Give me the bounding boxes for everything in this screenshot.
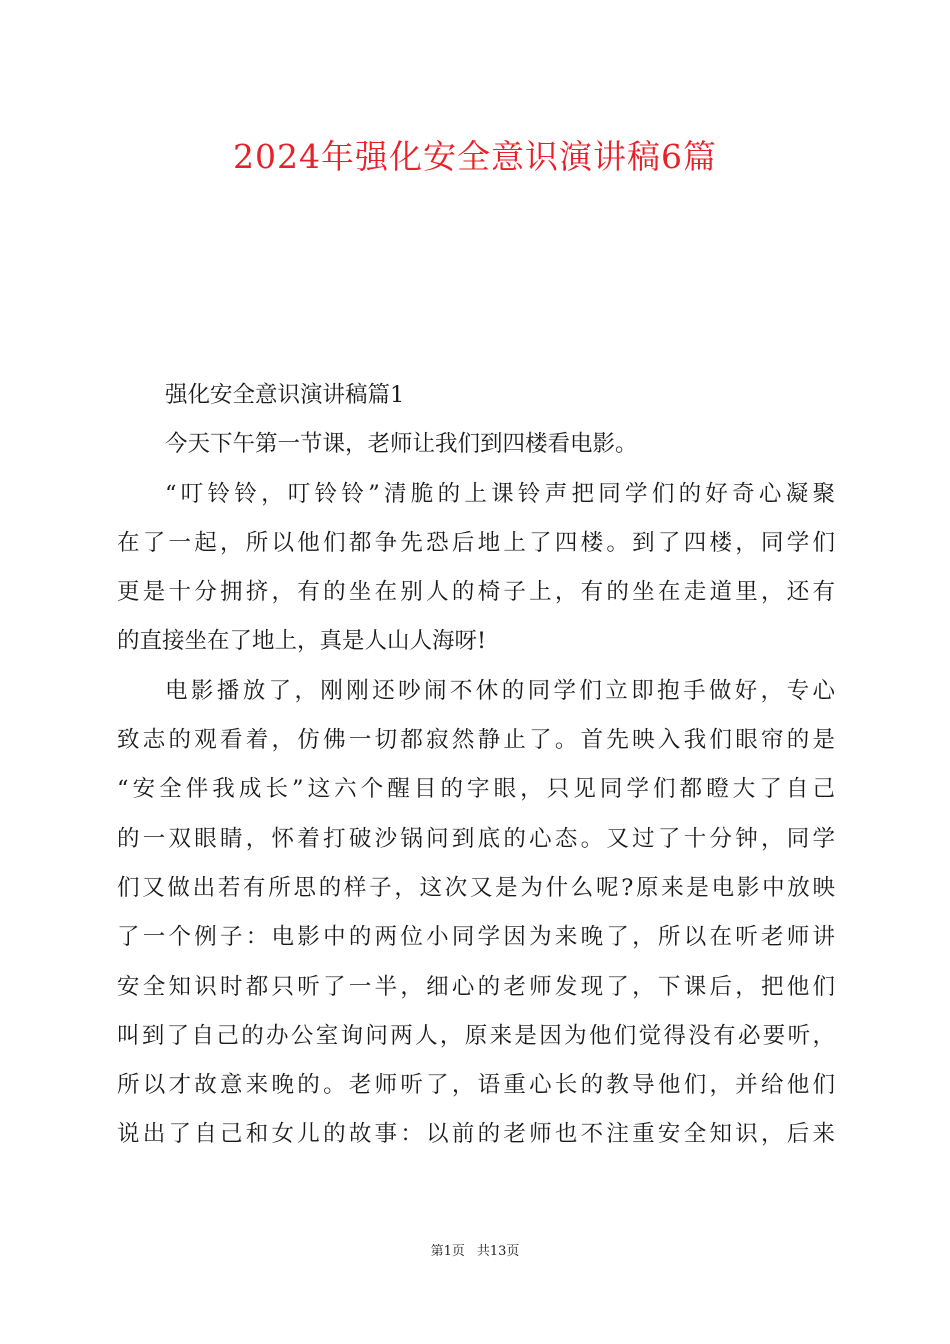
page-total: 共13页 xyxy=(476,1244,520,1259)
paragraph-line: 在了一起，所以他们都争先恐后地上了四楼。到了四楼，同学们 xyxy=(117,529,835,556)
paragraph-line: 们又做出若有所思的样子，这次又是为什么呢?原来是电影中放映 xyxy=(117,874,835,901)
page-footer xyxy=(0,1242,950,1262)
paragraph-line: “叮铃铃，叮铃铃”清脆的上课铃声把同学们的好奇心凝聚 xyxy=(165,480,835,507)
page-number: 第1页 xyxy=(430,1244,465,1259)
paragraph-line: “安全伴我成长”这六个醒目的字眼，只见同学们都瞪大了自己 xyxy=(117,776,835,803)
paragraph-line: 说出了自己和女儿的故事：以前的老师也不注重安全知识，后来 xyxy=(117,1121,835,1148)
paragraph-line: 致志的观看着，仿佛一切都寂然静止了。首先映入我们眼帘的是 xyxy=(117,727,835,754)
paragraph-line: 的直接坐在了地上，真是人山人海呀! xyxy=(117,628,487,655)
paragraph-line: 所以才故意来晚的。老师听了，语重心长的教导他们，并给他们 xyxy=(117,1072,835,1099)
paragraph-line: 电影播放了，刚刚还吵闹不休的同学们立即抱手做好，专心 xyxy=(165,677,835,704)
paragraph-line: 叫到了自己的办公室询问两人，原来是因为他们觉得没有必要听， xyxy=(117,1022,835,1049)
document-body xyxy=(117,371,835,1160)
paragraph-line: 安全知识时都只听了一半，细心的老师发现了，下课后，把他们 xyxy=(117,973,835,1000)
section-heading: 强化安全意识演讲稿篇1 xyxy=(165,382,405,408)
paragraph-line: 今天下午第一节课，老师让我们到四楼看电影。 xyxy=(165,431,638,458)
document-title: 2024年强化安全意识演讲稿6篇 xyxy=(233,137,717,176)
paragraph-line: 了一个例子：电影中的两位小同学因为来晚了，所以在听老师讲 xyxy=(117,924,835,951)
paragraph-line: 更是十分拥挤，有的坐在别人的椅子上，有的坐在走道里，还有 xyxy=(117,579,835,606)
paragraph-line: 的一双眼睛，怀着打破沙锅问到底的心态。又过了十分钟，同学 xyxy=(117,825,835,852)
